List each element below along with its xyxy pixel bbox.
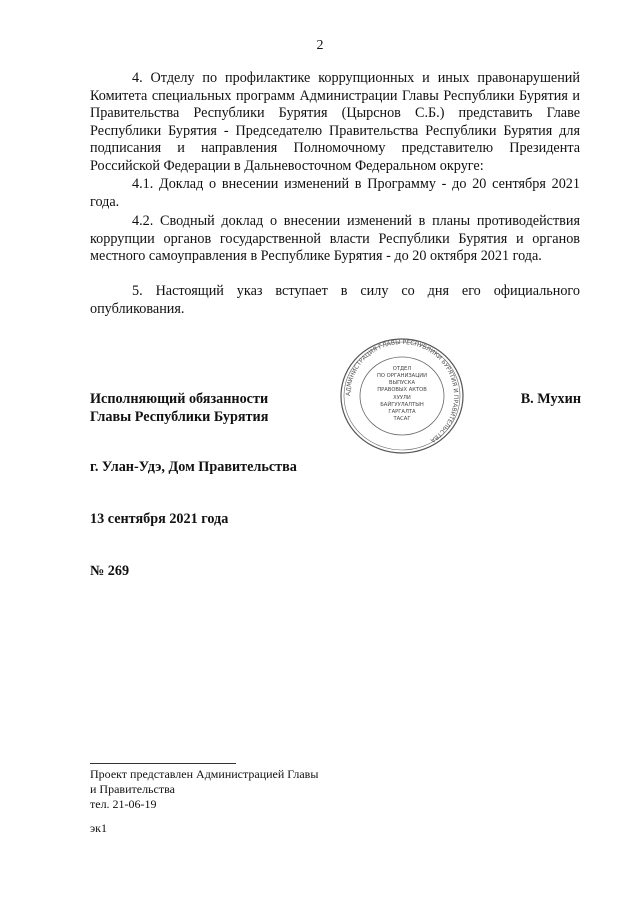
place-line: г. Улан-Удэ, Дом Правительства — [90, 459, 297, 475]
footnote-line2: и Правительства — [90, 782, 175, 796]
official-seal-icon — [339, 337, 465, 455]
seal-line: ТАСАГ — [393, 416, 411, 422]
seal-line: ГАРГАЛТА — [388, 409, 416, 415]
seal-line: ПРАВОВЫХ АКТОВ — [377, 387, 427, 393]
signature-position-line2: Главы Республики Бурятия — [90, 409, 269, 425]
page-number: 2 — [316, 38, 324, 53]
footnote-line1: Проект представлен Администрацией Главы — [90, 767, 319, 781]
seal-ring-text: АДМИНИСТРАЦИЯ ГЛАВЫ РЕСПУБЛИКИ БУРЯТИЯ И ПРАВИТЕЛЬСТВА — [344, 338, 460, 444]
seal-line: ВЫПУСКА — [388, 380, 416, 386]
footnote-phone: тел. 21-06-19 — [90, 797, 157, 811]
seal-line: ПО ОРГАНИЗАЦИИ — [376, 373, 428, 379]
seal-line: ХУУЛИ — [393, 395, 411, 401]
signature-name: В. Мухин — [520, 391, 581, 407]
date-line: 13 сентября 2021 года — [90, 511, 229, 527]
footnote-code: эк1 — [90, 821, 107, 835]
footnote-divider — [90, 763, 236, 764]
paragraph-4: 4. Отделу по профилактике коррупционных и иных правонарушений Комитета специальных программ Администрации Главы Республики Бурятия и Правительства Республики Бурятия (Цырснов С.Б.) представить Главе Республики Бурятия - Председателю Правительства Республики Бурятия для подписания и направления Полномочному представителю Президента Российской Федерации в Дальневосточном Федеральном округе: — [90, 70, 580, 174]
seal-line: ОТДЕЛ — [392, 366, 412, 372]
paragraph-4-1: 4.1. Доклад о внесении изменений в Программу - до 20 сентября 2021 года. — [90, 176, 580, 210]
document-number: № 269 — [90, 563, 130, 579]
paragraph-4-2: 4.2. Сводный доклад о внесении изменений в планы противодействия коррупции органов государственной власти Республики Бурятия и органов местного самоуправления в Республике Бурятия - до 20 октября 2021 года. — [90, 213, 580, 264]
signature-position-line1: Исполняющий обязанности — [90, 391, 269, 407]
paragraph-5: 5. Настоящий указ вступает в силу со дня его официального опубликования. — [90, 283, 580, 317]
seal-line: БАЙГУУЛАЛТЫН — [380, 402, 424, 408]
